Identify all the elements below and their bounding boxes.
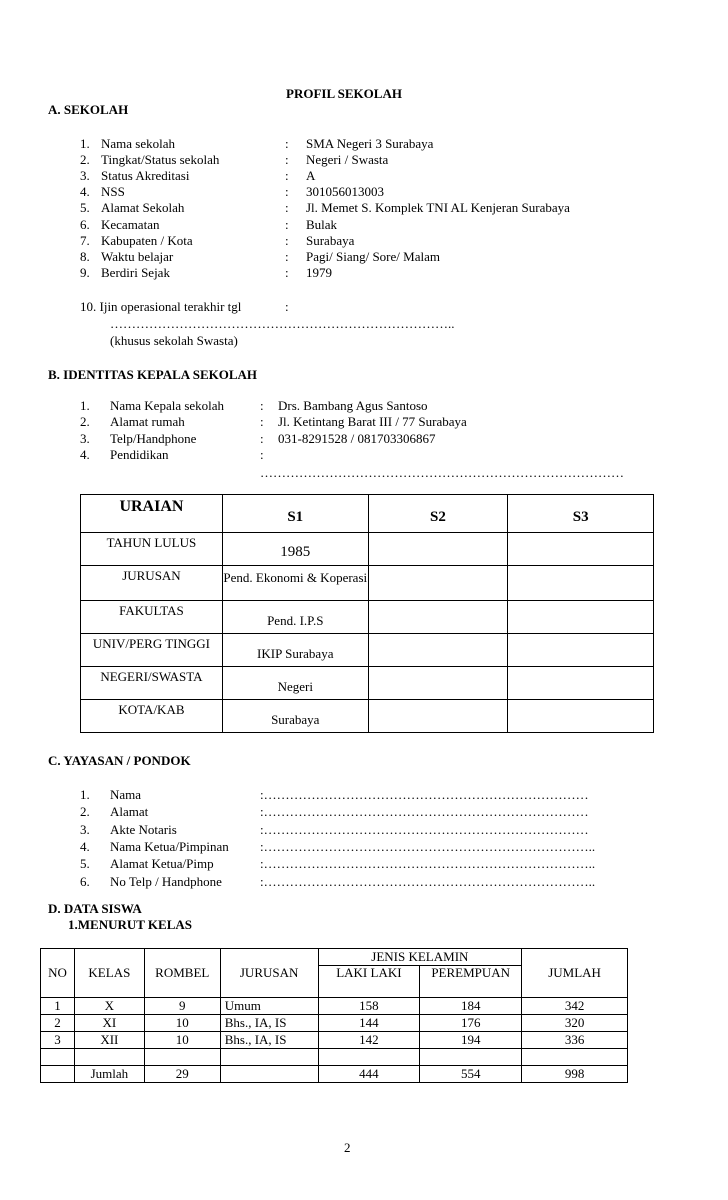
s2-value	[368, 634, 508, 667]
row-label: TAHUN LULUS	[81, 533, 223, 566]
header-s3: S3	[508, 495, 654, 533]
sekolah-item	[0, 152, 728, 168]
s1-value: Pend. I.P.S	[222, 601, 368, 634]
header-uraian: URAIAN	[81, 495, 223, 533]
pendidikan-row	[81, 634, 654, 667]
s3-value	[508, 667, 654, 700]
item-value: :…………………………………………………………………..	[260, 838, 596, 854]
sekolah-item	[0, 168, 728, 184]
pendidikan-row	[81, 601, 654, 634]
s2-value	[368, 566, 508, 601]
item-label: Telp/Handphone	[110, 430, 197, 446]
item-colon: :	[260, 446, 264, 462]
item-label: Nama sekolah	[101, 136, 176, 151]
header-jenis-kelamin: JENIS KELAMIN	[318, 949, 522, 966]
kepala-item	[0, 431, 728, 447]
yayasan-item	[0, 856, 728, 872]
cell-jurusan: Bhs., IA, IS	[220, 1032, 318, 1049]
cell-laki: 144	[318, 1015, 420, 1032]
total-row	[41, 1066, 628, 1083]
section-a-heading: A. SEKOLAH	[48, 102, 129, 117]
total-rombel: 29	[144, 1066, 220, 1083]
item-value: Surabaya	[306, 232, 355, 248]
sekolah-item	[0, 233, 728, 249]
cell-laki: 158	[318, 998, 420, 1015]
item-number: 4.	[80, 838, 90, 854]
item-number: 5.	[80, 200, 90, 216]
row-label: NEGERI/SWASTA	[81, 667, 223, 700]
s1-value: IKIP Surabaya	[222, 634, 368, 667]
cell-jurusan: Umum	[220, 998, 318, 1015]
header-jurusan: JURUSAN	[220, 949, 318, 998]
item-colon: :	[260, 430, 264, 446]
item-number: 7.	[80, 232, 90, 248]
header-laki: LAKI LAKI	[318, 966, 420, 998]
header-no: NO	[41, 949, 75, 998]
pendidikan-row	[81, 700, 654, 733]
item-value: Bulak	[306, 216, 338, 232]
cell-jumlah: 342	[522, 998, 628, 1015]
item-number: 1.	[80, 787, 90, 802]
item-value: 1979	[306, 264, 332, 280]
item-label: Waktu belajar	[101, 248, 174, 264]
cell-no: 1	[41, 998, 75, 1015]
item-label: Berdiri Sejak	[101, 264, 170, 280]
item-number: 6.	[80, 216, 90, 232]
item-number: 1.	[80, 398, 90, 413]
row-label: JURUSAN	[81, 566, 223, 601]
ijin-note: (khusus sekolah Swasta)	[110, 333, 238, 348]
s1-value: Surabaya	[222, 700, 368, 733]
header-s1: S1	[222, 495, 368, 533]
item-value: Drs. Bambang Agus Santoso	[278, 398, 428, 413]
item-colon: :	[260, 398, 264, 413]
s3-value	[508, 601, 654, 634]
cell-no: 2	[41, 1015, 75, 1032]
item-colon: :	[285, 232, 289, 248]
item-label: Kabupaten / Kota	[101, 232, 193, 248]
item-label: Kecamatan	[101, 216, 160, 232]
item-value: :…………………………………………………………………..	[260, 873, 596, 889]
item-value: Negeri / Swasta	[306, 152, 389, 168]
total-perempuan: 554	[420, 1066, 522, 1083]
s1-value: Negeri	[222, 667, 368, 700]
yayasan-item	[0, 804, 728, 820]
row-label: FAKULTAS	[81, 601, 223, 634]
item-colon: :	[260, 414, 264, 430]
s2-value	[368, 601, 508, 634]
total-label: Jumlah	[74, 1066, 144, 1083]
item-number: 2.	[80, 414, 90, 430]
page-number: 2	[344, 1140, 351, 1155]
cell-jurusan: Bhs., IA, IS	[220, 1015, 318, 1032]
item-number: 2.	[80, 152, 90, 168]
section-b-heading: B. IDENTITAS KEPALA SEKOLAH	[48, 367, 258, 382]
s1-value: Pend. Ekonomi & Koperasi	[222, 566, 368, 601]
row-label: UNIV/PERG TINGGI	[81, 634, 223, 667]
item-label: No Telp / Handphone	[110, 873, 222, 889]
item-colon: :	[285, 264, 289, 280]
ijin-colon: :	[285, 299, 289, 314]
item-value: A	[306, 168, 316, 184]
s3-value	[508, 566, 654, 601]
item-value: :…………………………………………………………………	[260, 787, 589, 802]
cell-laki: 142	[318, 1032, 420, 1049]
item-colon: :	[285, 200, 289, 216]
item-value: :…………………………………………………………………..	[260, 856, 596, 872]
pendidikan-row	[81, 667, 654, 700]
section-d-subheading: 1.MENURUT KELAS	[68, 917, 193, 932]
item-value: :…………………………………………………………………	[260, 821, 589, 837]
header-jumlah: JUMLAH	[522, 949, 628, 998]
class-table	[40, 948, 628, 1083]
s2-value	[368, 533, 508, 566]
class-row	[41, 1015, 628, 1032]
item-label: Nama Ketua/Pimpinan	[110, 838, 229, 854]
item-value: :…………………………………………………………………	[260, 804, 589, 820]
item-number: 3.	[80, 168, 90, 184]
yayasan-item	[0, 839, 728, 855]
item-colon: :	[285, 216, 289, 232]
item-value: Pagi/ Siang/ Sore/ Malam	[306, 248, 440, 264]
item-value: Jl. Memet S. Komplek TNI AL Kenjeran Surabaya	[306, 200, 570, 216]
item-number: 3.	[80, 821, 90, 837]
item-label: Nama Kepala sekolah	[110, 398, 225, 413]
cell-rombel: 10	[144, 1015, 220, 1032]
ijin-dots: ……………………………………………………………………..	[110, 316, 455, 331]
sekolah-item	[0, 200, 728, 216]
item-number: 3.	[80, 430, 90, 446]
header-s2: S2	[368, 495, 508, 533]
item-label: Alamat	[110, 804, 149, 820]
kepala-item	[0, 414, 728, 430]
item-value: SMA Negeri 3 Surabaya	[306, 136, 434, 151]
total-laki: 444	[318, 1066, 420, 1083]
cell-perempuan: 176	[420, 1015, 522, 1032]
item-number: 2.	[80, 804, 90, 820]
s1-value: 1985	[222, 533, 368, 566]
item-number: 5.	[80, 856, 90, 872]
sekolah-item	[0, 217, 728, 233]
item-number: 6.	[80, 873, 90, 889]
pendidikan-table	[80, 494, 654, 733]
item-label: Alamat rumah	[110, 414, 185, 430]
item-value: 301056013003	[306, 184, 384, 200]
total-jumlah: 998	[522, 1066, 628, 1083]
item-label: Alamat Ketua/Pimp	[110, 856, 214, 872]
item-number: 4.	[80, 446, 90, 462]
item-label: Nama	[110, 787, 142, 802]
item-number: 1.	[80, 136, 90, 151]
sekolah-item	[0, 265, 728, 281]
item-colon: :	[285, 184, 289, 200]
pendidikan-row	[81, 533, 654, 566]
item-label: Pendidikan	[110, 446, 169, 462]
s3-value	[508, 700, 654, 733]
s2-value	[368, 667, 508, 700]
cell-kelas: XII	[74, 1032, 144, 1049]
item-colon: :	[285, 152, 289, 168]
cell-jumlah: 320	[522, 1015, 628, 1032]
sekolah-item	[0, 249, 728, 265]
cell-kelas: XI	[74, 1015, 144, 1032]
kepala-item	[0, 447, 728, 463]
section-d-heading: D. DATA SISWA	[48, 901, 142, 916]
cell-rombel: 9	[144, 998, 220, 1015]
item-number: 4.	[80, 184, 90, 200]
item-colon: :	[285, 136, 289, 151]
pendidikan-row	[81, 566, 654, 601]
item-label: Akte Notaris	[110, 821, 177, 837]
cell-jumlah: 336	[522, 1032, 628, 1049]
cell-perempuan: 184	[420, 998, 522, 1015]
item-number: 8.	[80, 248, 90, 264]
yayasan-item	[0, 874, 728, 890]
item-number: 9.	[80, 264, 90, 280]
cell-no: 3	[41, 1032, 75, 1049]
pendidikan-dots: …………………………………………………………………………	[260, 465, 624, 480]
header-rombel: ROMBEL	[144, 949, 220, 998]
cell-kelas: X	[74, 998, 144, 1015]
sekolah-item	[0, 136, 728, 152]
class-row	[41, 1032, 628, 1049]
item-value: Jl. Ketintang Barat III / 77 Surabaya	[278, 414, 467, 430]
cell-perempuan: 194	[420, 1032, 522, 1049]
item-colon: :	[285, 168, 289, 184]
yayasan-item	[0, 787, 728, 803]
yayasan-item	[0, 822, 728, 838]
header-kelas: KELAS	[74, 949, 144, 998]
row-label: KOTA/KAB	[81, 700, 223, 733]
ijin-label: 10. Ijin operasional terakhir tgl	[80, 299, 242, 314]
header-perempuan: PEREMPUAN	[420, 966, 522, 998]
item-label: NSS	[101, 184, 125, 200]
kepala-item	[0, 398, 728, 414]
item-value: 031-8291528 / 081703306867	[278, 430, 436, 446]
item-label: Tingkat/Status sekolah	[101, 152, 220, 168]
cell-rombel: 10	[144, 1032, 220, 1049]
page-title: PROFIL SEKOLAH	[286, 86, 402, 101]
s3-value	[508, 533, 654, 566]
s2-value	[368, 700, 508, 733]
item-colon: :	[285, 248, 289, 264]
item-label: Alamat Sekolah	[101, 200, 185, 216]
class-row	[41, 998, 628, 1015]
item-label: Status Akreditasi	[101, 168, 190, 184]
s3-value	[508, 634, 654, 667]
section-c-heading: C. YAYASAN / PONDOK	[48, 753, 191, 768]
sekolah-item	[0, 184, 728, 200]
